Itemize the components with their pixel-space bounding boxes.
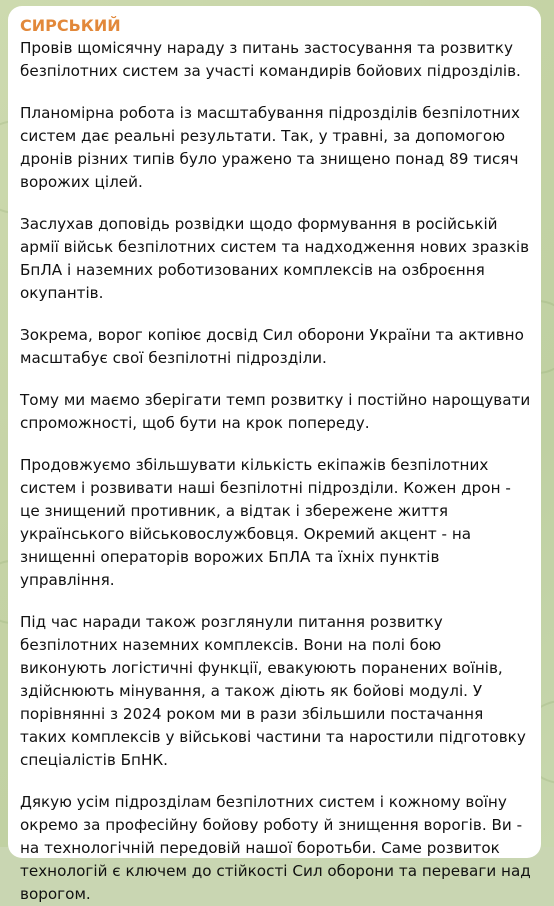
message-paragraph: Заслухав доповідь розвідки щодо формування в російській армії військ безпілотних систем та надходження нових зразків БпЛА і наземних роботизованих комплексів на озброєння окупантів. (20, 215, 530, 302)
sender-name[interactable]: СИРСЬКИЙ (20, 16, 121, 35)
message-paragraph: Дякую усім підрозділам безпілотних систем і кожному воїну окремо за професійну бойову роботу й знищення ворогів. Ви - на технологічній передовій нашої боротьби. Саме розвиток технологій є ключем до стійкості Сил оборони та переваги над ворогом. (20, 793, 531, 903)
message-paragraph: Провів щомісячну нараду з питань застосування та розвитку безпілотних систем за участі командирів бойових підрозділів. (20, 39, 521, 80)
message-paragraph: Продовжуємо збільшувати кількість екіпажів безпілотних систем і розвивати наші безпілотні підрозділи. Кожен дрон - це знищений противник, а відтак і збережене життя українського військовослужбовця. Окремий акцент - на знищенні операторів ворожих БпЛА та їхніх пунктів управління. (20, 456, 511, 589)
message-paragraph: Планомірна робота із масштабування підрозділів безпілотних систем дає реальні результати. Так, у травні, за допомогою дронів різних типів було уражено та знищено понад 89 тисяч ворожих цілей. (20, 104, 520, 191)
message-paragraph: Тому ми маємо зберігати темп розвитку і постійно нарощувати спроможності, щоб бути на крок попереду. (20, 391, 531, 432)
message-text (20, 37, 531, 906)
message-paragraph: Під час наради також розглянули питання розвитку безпілотних наземних комплексів. Вони на полі бою виконують логістичні функції, евакуюють поранених воїнів, здійснюють мінування, а також діють як бойові модулі. У порівнянні з 2024 роком ми в рази збільшили постачання таких комплексів у військові частини та наростили підготовку спеціалістів БпНК. (20, 613, 526, 769)
message-bubble[interactable] (8, 6, 541, 903)
message-paragraph: Зокрема, ворог копіює досвід Сил оборони України та активно масштабує свої безпілотні підрозділи. (20, 326, 524, 367)
